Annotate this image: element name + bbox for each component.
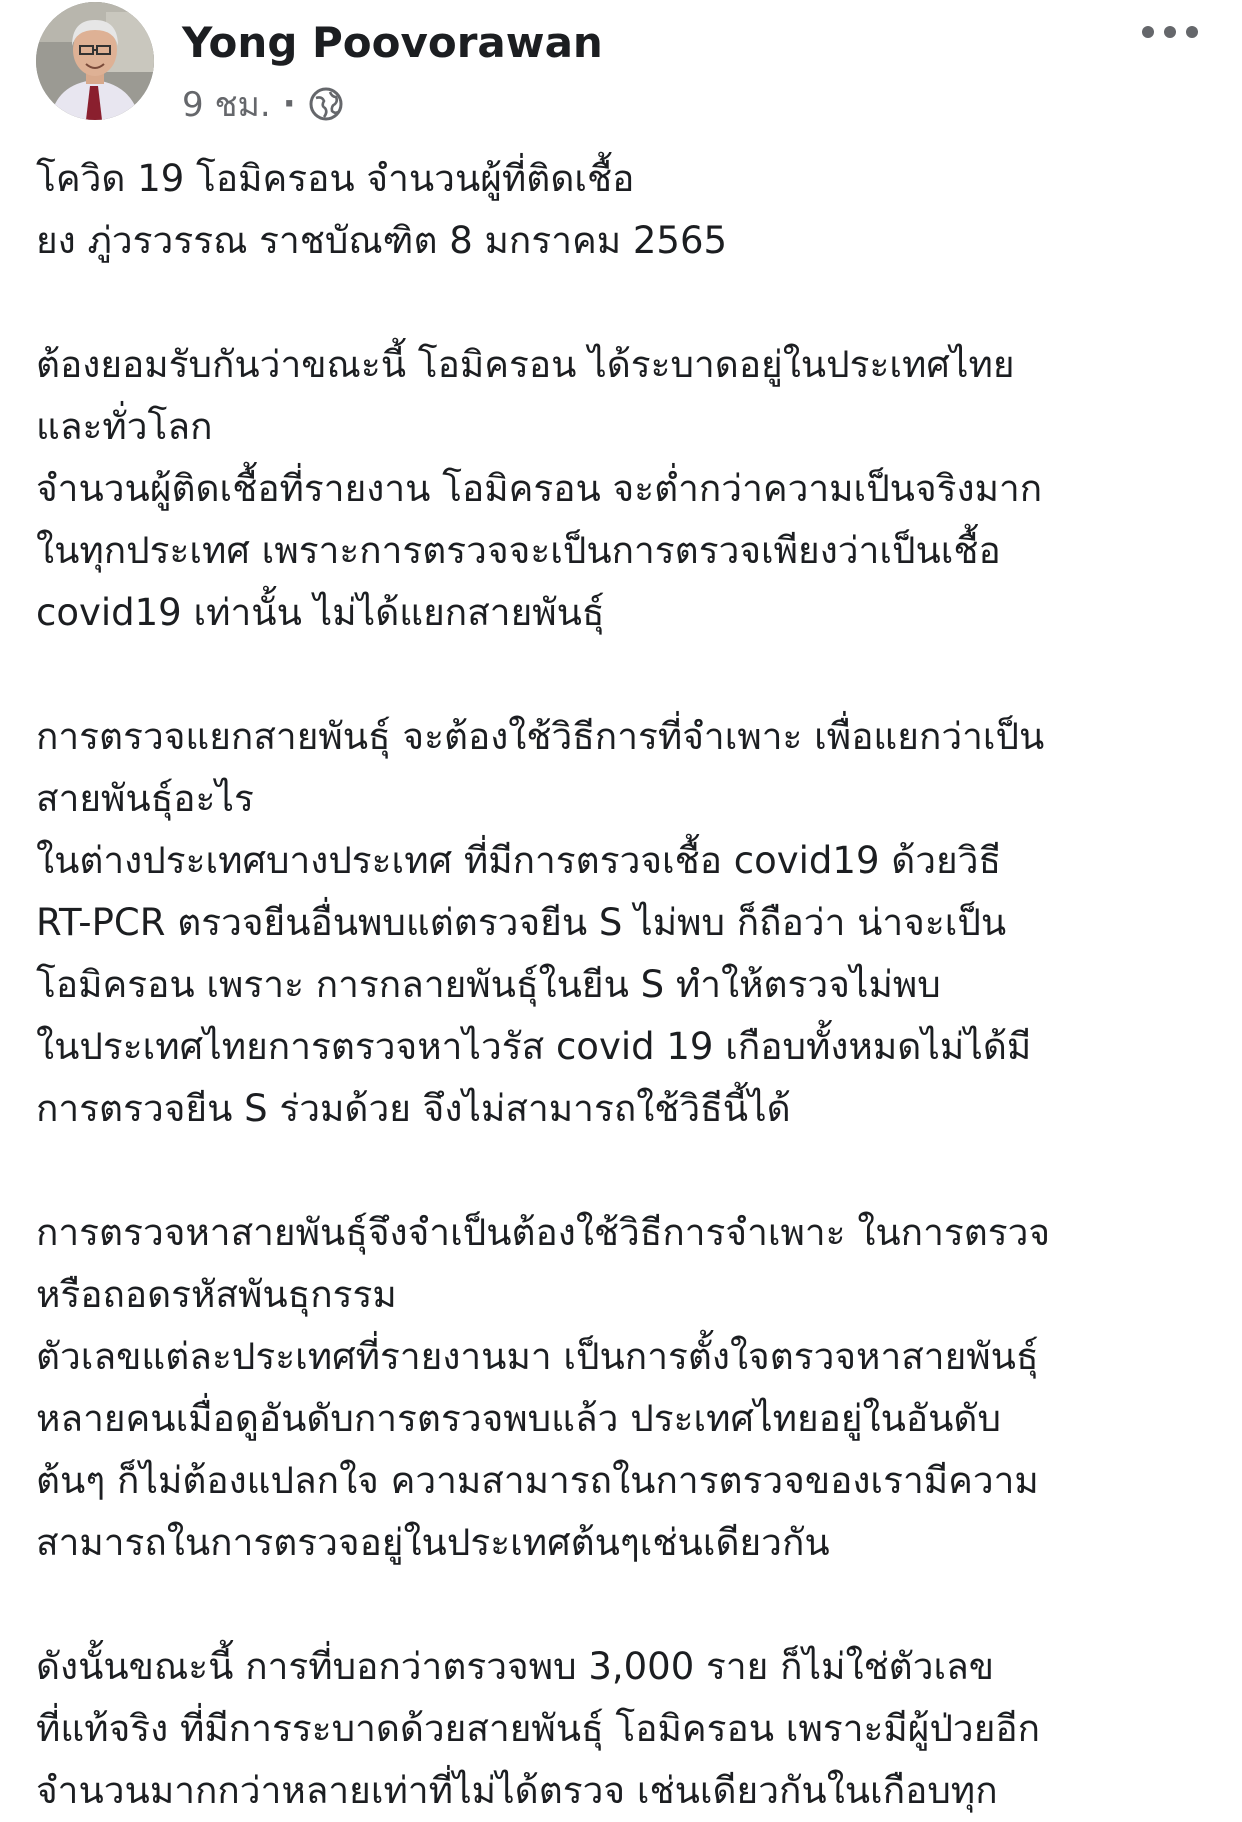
post-text-line: หลายคนเมื่อดูอันดับการตรวจพบแล้ว ประเทศไทยอยู่ในอันดับ (36, 1397, 1001, 1440)
post-text-line: โอมิครอน เพราะ การกลายพันธุ์ในยีน S ทำให้ตรวจไม่พบ (36, 963, 941, 1006)
post-text-line: หรือถอดรหัสพันธุกรรม (36, 1273, 397, 1316)
post-text-line: จำนวนผู้ติดเชื้อที่รายงาน โอมิครอน จะต่ำกว่าความเป็นจริงมาก (36, 467, 1043, 510)
post-text-line: ในต่างประเทศบางประเทศ ที่มีการตรวจเชื้อ covid19 ด้วยวิธี (36, 839, 1002, 882)
post-text-line: ต้องยอมรับกันว่าขณะนี้ โอมิครอน ได้ระบาดอยู่ในประเทศไทย (36, 343, 1015, 386)
post-text-line: การตรวจยีน S ร่วมด้วย จึงไม่สามารถใช้วิธีนี้ได้ (36, 1087, 791, 1130)
post-body (36, 148, 1221, 1822)
post-text-line: สายพันธุ์อะไร (36, 777, 254, 820)
paragraph-break (36, 644, 1221, 706)
post-text-line: ต้นๆ ก็ไม่ต้องแปลกใจ ความสามารถในการตรวจของเรามีความ (36, 1459, 1039, 1502)
post-text-line: ที่แท้จริง ที่มีการระบาดด้วยสายพันธุ์ โอมิครอน เพราะมีผู้ป่วยอีก (36, 1707, 1041, 1750)
post-text-line: covid19 เท่านั้น ไม่ได้แยกสายพันธุ์ (36, 591, 605, 634)
paragraph-break (36, 1574, 1221, 1636)
post-text-line: สามารถในการตรวจอยู่ในประเทศต้นๆเช่นเดียวกัน (36, 1521, 830, 1564)
avatar-photo (36, 2, 154, 120)
more-dot (1142, 26, 1154, 38)
post-text-line: โควิด 19 โอมิครอน จำนวนผู้ที่ติดเชื้อ (36, 157, 635, 200)
more-options-icon[interactable] (1142, 22, 1198, 42)
post-text-line: และทั่วโลก (36, 405, 213, 448)
post-header (36, 0, 1206, 125)
post-text-line: จำนวนมากกว่าหลายเท่าที่ไม่ได้ตรวจ เช่นเดียวกันในเกือบทุก (36, 1769, 998, 1812)
more-dot (1164, 26, 1176, 38)
author-name[interactable]: Yong Poovorawan (182, 18, 603, 67)
globe-icon[interactable] (308, 86, 344, 122)
post-text-line: ในประเทศไทยการตรวจหาไวรัส covid 19 เกือบทั้งหมดไม่ได้มี (36, 1025, 1032, 1068)
post-timestamp[interactable]: 9 ชม. (182, 85, 271, 125)
post-text-line: ยง ภู่วรวรรณ ราชบัณฑิต 8 มกราคม 2565 (36, 219, 728, 262)
post-text-line: ในทุกประเทศ เพราะการตรวจจะเป็นการตรวจเพียงว่าเป็นเชื้อ (36, 529, 1001, 572)
post-meta (182, 82, 344, 126)
paragraph-break (36, 272, 1221, 334)
post-text-line: ตัวเลขแต่ละประเทศที่รายงานมา เป็นการตั้งใจตรวจหาสายพันธุ์ (36, 1335, 1039, 1378)
post-text-line: การตรวจแยกสายพันธุ์ จะต้องใช้วิธีการที่จำเพาะ เพื่อแยกว่าเป็น (36, 715, 1045, 758)
more-dot (1186, 26, 1198, 38)
author-avatar[interactable] (36, 2, 154, 120)
post-text-line: ดังนั้นขณะนี้ การที่บอกว่าตรวจพบ 3,000 ราย ก็ไม่ใช่ตัวเลข (36, 1645, 995, 1688)
paragraph-break (36, 1140, 1221, 1202)
meta-separator: · (282, 84, 296, 124)
post-text-line: การตรวจหาสายพันธุ์จึงจำเป็นต้องใช้วิธีการจำเพาะ ในการตรวจ (36, 1211, 1051, 1254)
post-text-line: RT-PCR ตรวจยีนอื่นพบแต่ตรวจยีน S ไม่พบ ก็ถือว่า น่าจะเป็น (36, 901, 1007, 944)
